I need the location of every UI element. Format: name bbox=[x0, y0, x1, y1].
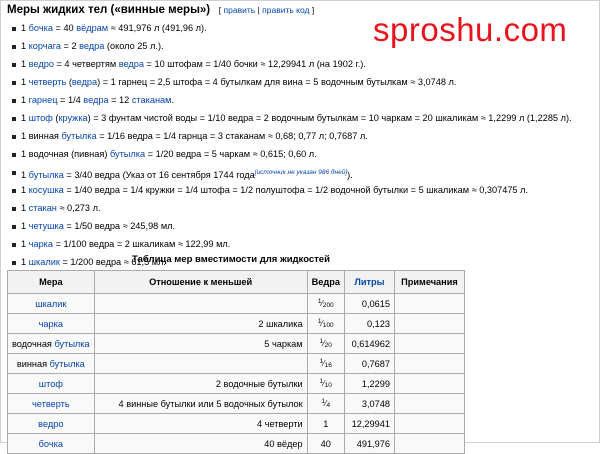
wiki-link[interactable]: ведра bbox=[79, 41, 105, 51]
vedra-fraction bbox=[320, 339, 332, 348]
text-segment: = 40 bbox=[52, 23, 77, 33]
text-segment: 1 bbox=[21, 239, 29, 249]
table-title: Таблица мер вместимости для жидкостей bbox=[132, 254, 330, 265]
list-item bbox=[1, 76, 601, 94]
text-segment: = 1/16 ведра = 1/4 гарнца = 3 стаканам ≈ 0,68; 0,77 л; 0,7687 л. bbox=[96, 131, 368, 141]
wiki-link[interactable]: четверть bbox=[28, 77, 67, 87]
text-segment: 1 водочная (пивная) bbox=[21, 149, 110, 159]
litry-link[interactable]: Литры bbox=[354, 277, 385, 287]
wiki-link[interactable]: шкалик bbox=[35, 298, 67, 309]
cell-relation: 2 шкалика bbox=[94, 314, 307, 334]
fraction-slash: ⁄ bbox=[323, 359, 325, 368]
cell-relation: 5 чаркам bbox=[94, 334, 307, 354]
cell-notes bbox=[394, 334, 464, 354]
wiki-link[interactable]: корчага bbox=[28, 41, 61, 51]
wiki-link[interactable]: стаканам bbox=[131, 95, 172, 105]
cell-litry: 12,29941 bbox=[344, 414, 394, 434]
cell-litry: 0,123 bbox=[344, 314, 394, 334]
cell-mera bbox=[8, 414, 95, 434]
cell-mera bbox=[8, 334, 95, 354]
text-segment: винная bbox=[16, 358, 50, 369]
text-segment: ) = 1 гарнец = 2,5 штофа = 4 бутылкам для вина = 5 водочным бутылкам ≈ 3,0748 л. bbox=[97, 77, 457, 87]
cell-mera bbox=[8, 394, 95, 414]
wiki-link[interactable]: вёдрам bbox=[76, 23, 109, 33]
cell-vedra bbox=[307, 314, 344, 334]
wiki-link[interactable]: бутылка bbox=[54, 338, 90, 349]
cell-vedra bbox=[307, 334, 344, 354]
list-item bbox=[1, 40, 601, 58]
col-header-vedra[interactable]: Ведра bbox=[307, 271, 344, 294]
wiki-link[interactable]: бочка bbox=[38, 438, 63, 449]
text-segment: 1 bbox=[21, 170, 29, 181]
wiki-link[interactable]: шкалик bbox=[28, 257, 60, 267]
cell-notes bbox=[394, 414, 464, 434]
wiki-link[interactable]: бутылка bbox=[49, 358, 85, 369]
text-segment: = 2 bbox=[60, 41, 80, 51]
cell-mera bbox=[8, 314, 95, 334]
text-segment: ( bbox=[66, 77, 72, 87]
cell-litry: 0,0615 bbox=[344, 294, 394, 314]
table-header-row bbox=[8, 271, 465, 294]
col-header-mera[interactable]: Мера bbox=[8, 271, 95, 294]
text-segment: 1 bbox=[21, 221, 29, 231]
measures-list bbox=[1, 22, 601, 274]
cell-relation bbox=[94, 354, 307, 374]
list-item bbox=[1, 202, 601, 220]
wiki-link[interactable]: бутылка bbox=[109, 149, 146, 159]
text-segment: ≈ 491,976 л (491,96 л). bbox=[108, 23, 207, 33]
col-header-notes[interactable]: Примечания bbox=[394, 271, 464, 294]
cell-litry: 1,2299 bbox=[344, 374, 394, 394]
fraction-numerator: 1 bbox=[317, 298, 322, 305]
col-header-relation[interactable]: Отношение к меньшей bbox=[94, 271, 307, 294]
list-item bbox=[1, 184, 601, 202]
fraction-slash: ⁄ bbox=[321, 319, 323, 328]
vedra-fraction bbox=[318, 319, 334, 328]
list-item bbox=[1, 130, 601, 148]
fraction-numerator: 1 bbox=[319, 338, 324, 345]
table-row bbox=[8, 294, 465, 314]
vedra-fraction bbox=[321, 399, 330, 408]
fraction-denominator: 200 bbox=[322, 302, 334, 309]
wiki-link[interactable]: ведро bbox=[38, 418, 64, 429]
vedra-value: 40 bbox=[320, 438, 331, 449]
wiki-link[interactable]: кружка bbox=[58, 113, 88, 123]
table-row bbox=[8, 374, 465, 394]
vedra-fraction bbox=[320, 379, 332, 388]
cell-mera bbox=[8, 354, 95, 374]
col-header-litry[interactable] bbox=[344, 271, 394, 294]
fraction-denominator: 16 bbox=[324, 362, 332, 369]
fraction-numerator: 1 bbox=[317, 318, 322, 325]
cell-relation: 2 водочные бутылки bbox=[94, 374, 307, 394]
list-item bbox=[1, 220, 601, 238]
wiki-link[interactable]: ведра bbox=[83, 95, 109, 105]
table-row bbox=[8, 334, 465, 354]
wiki-link[interactable]: штоф bbox=[38, 378, 63, 389]
cell-litry: 0,614962 bbox=[344, 334, 394, 354]
vedra-fraction bbox=[320, 359, 332, 368]
cell-relation: 4 четверти bbox=[94, 414, 307, 434]
table-row bbox=[8, 434, 465, 454]
text-segment: 1 bbox=[21, 77, 29, 87]
vedra-value: 1 bbox=[323, 418, 329, 429]
fraction-numerator: 1 bbox=[321, 398, 326, 405]
fraction-numerator: 1 bbox=[319, 358, 324, 365]
cell-notes bbox=[394, 354, 464, 374]
section-heading bbox=[7, 4, 314, 18]
cell-vedra bbox=[307, 434, 344, 454]
wiki-link[interactable]: чарка bbox=[28, 239, 54, 249]
list-item bbox=[1, 58, 601, 76]
edit-separator: | bbox=[257, 5, 260, 15]
cell-mera bbox=[8, 434, 95, 454]
wiki-link[interactable]: четверть bbox=[32, 398, 70, 409]
cell-notes bbox=[394, 314, 464, 334]
table-row bbox=[8, 414, 465, 434]
text-segment: водочная bbox=[12, 338, 55, 349]
cell-litry: 3,0748 bbox=[344, 394, 394, 414]
text-segment: (около 25 л.). bbox=[104, 41, 164, 51]
cell-vedra bbox=[307, 414, 344, 434]
text-segment: 1 bbox=[21, 59, 29, 69]
wiki-link[interactable]: стакан bbox=[28, 203, 57, 213]
table-body bbox=[8, 294, 465, 454]
text-segment: = 1/50 ведра ≈ 245,98 мл. bbox=[63, 221, 176, 231]
table-row bbox=[8, 394, 465, 414]
text-segment: = 12 bbox=[108, 95, 132, 105]
edit-bracket-open: [ bbox=[218, 5, 222, 15]
wiki-link[interactable]: гарнец bbox=[28, 95, 58, 105]
cell-litry: 491,976 bbox=[344, 434, 394, 454]
text-segment: 1 bbox=[21, 203, 29, 213]
cell-notes bbox=[394, 374, 464, 394]
list-item bbox=[1, 148, 601, 166]
wiki-link[interactable]: штоф bbox=[28, 113, 53, 123]
wiki-link[interactable]: косушка bbox=[28, 185, 64, 195]
fraction-slash: ⁄ bbox=[325, 399, 327, 408]
wiki-link[interactable]: ведра bbox=[71, 77, 98, 87]
citation-needed-note[interactable]: [источник не указан 986 дней] bbox=[254, 169, 348, 176]
text-segment: = 1/200 ведра ≈ 61,5 мл. bbox=[59, 257, 166, 267]
text-segment: ( bbox=[52, 113, 59, 123]
wiki-link[interactable]: ведра bbox=[118, 59, 144, 69]
list-item bbox=[1, 94, 601, 112]
fraction-denominator: 4 bbox=[326, 402, 331, 409]
text-segment: 1 bbox=[21, 23, 29, 33]
list-item bbox=[1, 22, 601, 40]
text-segment: = 10 штофам = 1/40 бочки ≈ 12,29941 л (на 1902 г.). bbox=[143, 59, 366, 69]
text-segment: = 4 четвертям bbox=[53, 59, 119, 69]
cell-vedra bbox=[307, 354, 344, 374]
cell-notes bbox=[394, 434, 464, 454]
text-segment: . bbox=[171, 95, 175, 105]
text-segment: ≈ 0,273 л. bbox=[56, 203, 101, 213]
text-segment: 1 bbox=[21, 257, 29, 267]
fraction-numerator: 1 bbox=[319, 378, 324, 385]
list-item bbox=[1, 112, 601, 130]
fraction-slash: ⁄ bbox=[321, 299, 323, 308]
text-segment: 1 винная bbox=[21, 131, 62, 141]
text-segment: = 3/40 ведра (Указ от 16 сентября 1744 года bbox=[63, 170, 255, 181]
text-segment: = 1/40 ведра = 1/4 кружки = 1/4 штофа = 1/2 полуштофа = 1/2 водочной бутылки = 5 шкаликам ≈ 0,307475 л. bbox=[63, 185, 529, 195]
fraction-denominator: 10 bbox=[324, 382, 332, 389]
cell-vedra bbox=[307, 374, 344, 394]
text-segment: = 1/20 ведра = 5 чаркам ≈ 0,615; 0,60 л. bbox=[145, 149, 317, 159]
cell-relation: 4 винные бутылки или 5 водочных бутылок bbox=[94, 394, 307, 414]
site-watermark: sproshu.com bbox=[373, 11, 568, 48]
wiki-link[interactable]: бутылка bbox=[28, 170, 64, 181]
wiki-link[interactable]: четушка bbox=[28, 221, 64, 231]
cell-litry: 0,7687 bbox=[344, 354, 394, 374]
cell-notes bbox=[394, 394, 464, 414]
text-segment: 1 bbox=[21, 113, 29, 123]
wiki-link[interactable]: бочка bbox=[28, 23, 53, 33]
text-segment: 1 bbox=[21, 41, 29, 51]
edit-code-link[interactable]: править код bbox=[262, 5, 310, 15]
edit-link[interactable]: править bbox=[223, 5, 256, 15]
cell-vedra bbox=[307, 394, 344, 414]
wiki-link[interactable]: ведро bbox=[28, 59, 54, 69]
table-row bbox=[8, 354, 465, 374]
wiki-link[interactable]: чарка bbox=[38, 318, 63, 329]
list-item bbox=[1, 166, 601, 184]
table-row bbox=[8, 314, 465, 334]
cell-relation: 40 вёдер bbox=[94, 434, 307, 454]
text-segment: 1 bbox=[21, 95, 29, 105]
section-title: Меры жидких тел («винные меры») bbox=[7, 4, 211, 16]
vedra-fraction bbox=[318, 299, 334, 308]
cell-relation bbox=[94, 294, 307, 314]
cell-notes bbox=[394, 294, 464, 314]
cell-mera bbox=[8, 374, 95, 394]
edit-links bbox=[219, 5, 314, 15]
text-segment: ) = 3 фунтам чистой воды = 1/10 ведра = 2 водочным бутылкам = 10 чаркам = 20 шкаликам ≈ 1,2299 л (1,2285 л). bbox=[87, 113, 572, 123]
text-segment: ). bbox=[347, 170, 353, 181]
cell-vedra bbox=[307, 294, 344, 314]
edit-bracket-close: ] bbox=[311, 5, 315, 15]
wiki-link[interactable]: бутылка bbox=[61, 131, 97, 141]
cell-mera bbox=[8, 294, 95, 314]
measures-table bbox=[7, 270, 465, 454]
fraction-slash: ⁄ bbox=[323, 379, 325, 388]
text-segment: = 1/100 ведра = 2 шкаликам ≈ 122,99 мл. bbox=[53, 239, 231, 249]
fraction-slash: ⁄ bbox=[323, 339, 325, 348]
text-segment: = 1/4 bbox=[57, 95, 84, 105]
text-segment: 1 bbox=[21, 185, 29, 195]
fraction-denominator: 20 bbox=[324, 342, 332, 349]
fraction-denominator: 100 bbox=[322, 322, 334, 329]
